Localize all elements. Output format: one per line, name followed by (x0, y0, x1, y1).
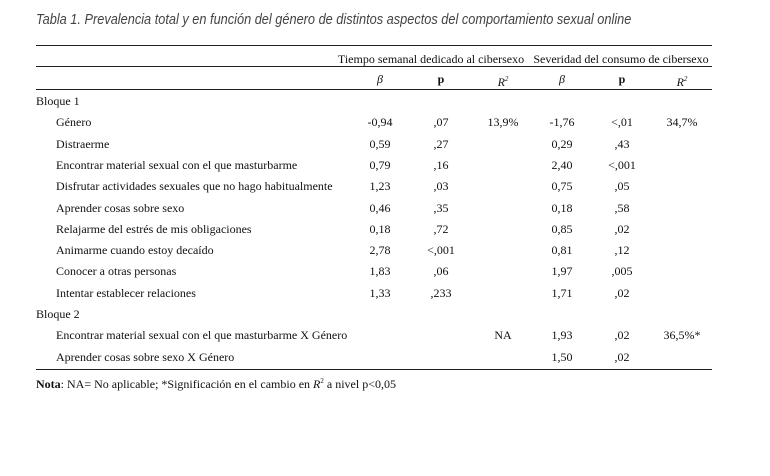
header-rule (36, 89, 712, 90)
column-header: $R^2$ (676, 75, 688, 89)
column-header: p (437, 72, 445, 86)
group-header-severity: Severidad del consumo de cibersexo (533, 52, 709, 66)
table-cell: ,233 (430, 285, 452, 300)
table-cell: -1,76 (549, 115, 575, 130)
table-cell: 1,71 (551, 285, 573, 300)
table-cell: ,72 (433, 221, 449, 236)
row-label: Conocer a otras personas (56, 264, 177, 279)
table-cell: 0,81 (551, 243, 573, 258)
top-rule (36, 45, 712, 46)
table-cell: 1,83 (369, 264, 391, 279)
column-header: p (618, 72, 626, 86)
table-cell: 0,79 (369, 157, 391, 172)
table-cell: 34,7% (666, 115, 698, 130)
table-cell: 1,23 (369, 179, 391, 194)
row-label: Distraerme (56, 136, 110, 151)
table-cell: 1,50 (551, 349, 573, 364)
table-cell: 13,9% (487, 115, 519, 130)
column-header: β (559, 72, 565, 86)
row-label: Aprender cosas sobre sexo X Género (56, 349, 235, 364)
table-cell: ,02 (614, 349, 630, 364)
table-cell: NA (494, 328, 512, 343)
row-label: Encontrar material sexual con el que masturbarme (56, 157, 298, 172)
table-cell: ,02 (614, 285, 630, 300)
table-cell: <,01 (611, 115, 633, 130)
table-cell: 0,18 (551, 200, 573, 215)
bottom-rule (36, 369, 712, 370)
table-cell: ,02 (614, 221, 630, 236)
group-rule (36, 66, 712, 67)
table-cell: ,06 (433, 264, 449, 279)
table-cell: 0,46 (369, 200, 391, 215)
row-label: Intentar establecer relaciones (56, 285, 196, 300)
table-cell: ,35 (433, 200, 449, 215)
column-header: β (377, 72, 383, 86)
block-label: Bloque 1 (36, 94, 80, 108)
row-label: Género (56, 115, 92, 130)
table-cell: 36,5%* (663, 328, 701, 343)
row-label: Aprender cosas sobre sexo (56, 200, 185, 215)
table-cell: ,005 (611, 264, 633, 279)
table-cell: <,001 (608, 157, 636, 172)
block-label: Bloque 2 (36, 307, 80, 321)
row-label: Animarme cuando estoy decaído (56, 243, 214, 258)
table-cell: 1,93 (551, 328, 573, 343)
table-cell: ,58 (614, 200, 630, 215)
table-cell: <,001 (427, 243, 455, 258)
table-cell: ,27 (433, 136, 449, 151)
table-cell: ,43 (614, 136, 630, 151)
group-header-time: Tiempo semanal dedicado al cibersexo (337, 52, 525, 66)
table-cell: 0,18 (369, 221, 391, 236)
table-cell: 0,75 (551, 179, 573, 194)
table-cell: ,07 (433, 115, 449, 130)
table-cell: ,05 (614, 179, 630, 194)
table-title: Tabla 1. Prevalencia total y en función del género de distintos aspectos del comportamiento sexual online (36, 12, 632, 28)
table-cell: 2,40 (551, 157, 573, 172)
row-label: Disfrutar actividades sexuales que no hago habitualmente (56, 179, 333, 194)
table-cell: 0,59 (369, 136, 391, 151)
table-cell: ,16 (433, 157, 449, 172)
table-cell: -0,94 (367, 115, 393, 130)
row-label: Relajarme del estrés de mis obligaciones (56, 221, 252, 236)
row-label: Encontrar material sexual con el que masturbarme X Género (56, 328, 348, 343)
table-note: Nota: NA= No aplicable; *Significación en el cambio en $R^2$ a nivel p<0,05 (36, 377, 396, 391)
table-cell: 1,33 (369, 285, 391, 300)
table-cell: ,02 (614, 328, 630, 343)
table-cell: 0,85 (551, 221, 573, 236)
column-header: $R^2$ (497, 75, 509, 89)
table-cell: 0,29 (551, 136, 573, 151)
table-cell: ,03 (433, 179, 449, 194)
table-cell: 1,97 (551, 264, 573, 279)
table-cell: 2,78 (369, 243, 391, 258)
table-cell: ,12 (614, 243, 630, 258)
